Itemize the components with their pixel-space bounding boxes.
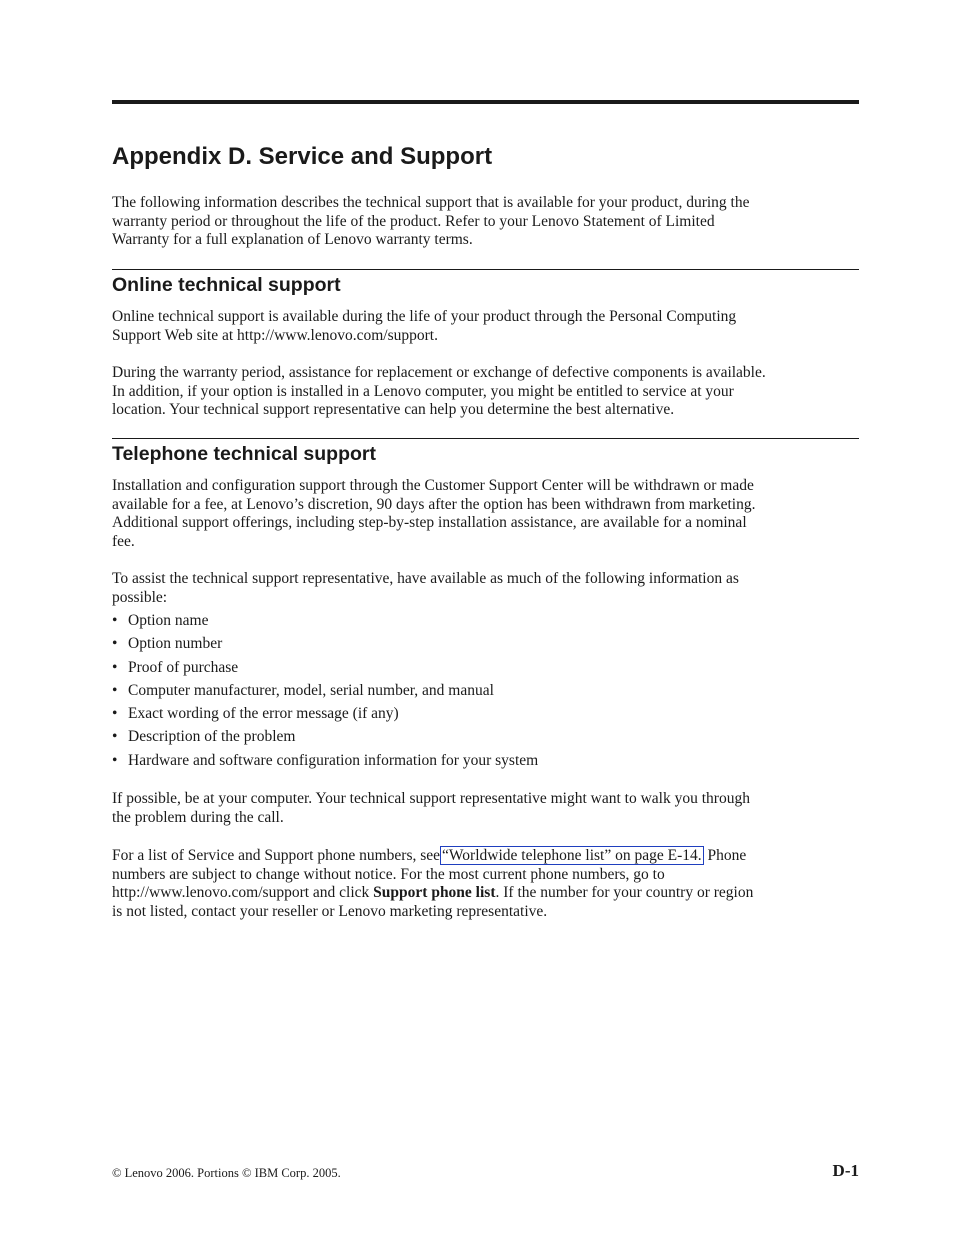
text-line: is not listed, contact your reseller or Lenovo marketing representative.	[112, 902, 548, 920]
footer-copyright: © Lenovo 2006. Portions © IBM Corp. 2005.	[112, 1166, 341, 1180]
section-heading-telephone: Telephone technical support	[112, 443, 377, 465]
text-line: To assist the technical support representative, have available as much of the following information as	[112, 570, 739, 587]
bullet-icon: •	[112, 658, 118, 676]
text-line: numbers are subject to change without notice. For the most current phone numbers, go to	[112, 865, 665, 883]
telephone-paragraph-2	[112, 570, 859, 607]
online-paragraph-1	[112, 308, 859, 345]
text-line	[112, 846, 859, 866]
list-item	[112, 682, 859, 705]
text-line: The following information describes the technical support that is available for your product, during the	[112, 194, 750, 211]
section-rule-telephone	[112, 438, 859, 439]
bullet-icon: •	[112, 612, 118, 629]
text-fragment: Phone	[707, 847, 747, 864]
telephone-paragraph-1	[112, 477, 859, 551]
text-line: During the warranty period, assistance for replacement or exchange of defective components is available.	[112, 364, 766, 381]
section-heading-online: Online technical support	[112, 274, 341, 296]
telephone-paragraph-4	[112, 846, 859, 921]
text-line: the problem during the call.	[112, 808, 284, 826]
list-item-text: Computer manufacturer, model, serial number, and manual	[128, 681, 494, 699]
list-item	[112, 659, 859, 682]
bullet-icon: •	[112, 728, 118, 746]
bullet-icon: •	[112, 635, 118, 653]
info-bullet-list	[112, 612, 859, 775]
text-line: Warranty for a full explanation of Lenovo warranty terms.	[112, 231, 473, 249]
text-line	[112, 884, 859, 903]
bullet-icon: •	[112, 751, 118, 769]
text-line: warranty period or throughout the life of the product. Refer to your Lenovo Statement of Limited	[112, 212, 715, 230]
telephone-paragraph-3	[112, 790, 859, 827]
list-item-text: Hardware and software configuration information for your system	[128, 751, 539, 769]
list-item-text: Exact wording of the error message (if any)	[128, 705, 399, 723]
online-paragraph-2	[112, 364, 859, 420]
text-line: Support Web site at http://www.lenovo.com/support.	[112, 326, 438, 344]
list-item	[112, 612, 859, 635]
list-item	[112, 635, 859, 658]
text-fragment: . If the number for your country or region	[495, 884, 754, 902]
bullet-icon: •	[112, 705, 118, 723]
top-rule	[112, 100, 859, 104]
text-line: possible:	[112, 588, 168, 606]
page-number: D-1	[832, 1161, 859, 1180]
text-line: Installation and configuration support through the Customer Support Center will be withdrawn or made	[112, 477, 754, 494]
text-fragment: http://www.lenovo.com/support and click	[112, 884, 374, 902]
support-phone-list-term: Support phone list	[373, 884, 496, 902]
list-item-text: Option number	[128, 635, 223, 653]
text-line: In addition, if your option is installed in a Lenovo computer, you might be entitled to service at your	[112, 382, 734, 400]
text-line: available for a fee, at Lenovo’s discretion, 90 days after the option has been withdrawn from marketing.	[112, 495, 756, 513]
text-line: Additional support offerings, including step-by-step installation assistance, are available for a nominal	[112, 514, 747, 532]
list-item	[112, 705, 859, 728]
text-line: location. Your technical support representative can help you determine the best alternative.	[112, 401, 675, 419]
list-item	[112, 752, 859, 775]
page-title: Appendix D. Service and Support	[112, 143, 493, 170]
list-item-text: Proof of purchase	[128, 658, 239, 676]
list-item	[112, 728, 859, 751]
list-item-text: Option name	[128, 612, 209, 629]
text-fragment: For a list of Service and Support phone numbers, see	[112, 847, 441, 864]
section-rule-online	[112, 269, 859, 270]
list-item-text: Description of the problem	[128, 728, 296, 746]
text-line: If possible, be at your computer. Your technical support representative might want to walk you through	[112, 790, 750, 807]
worldwide-telephone-list-link[interactable]: “Worldwide telephone list” on page E-14.	[442, 847, 702, 864]
bullet-icon: •	[112, 681, 118, 699]
text-line: Online technical support is available during the life of your product through the Personal Computing	[112, 308, 737, 325]
intro-paragraph	[112, 194, 859, 250]
text-line: fee.	[112, 532, 135, 550]
